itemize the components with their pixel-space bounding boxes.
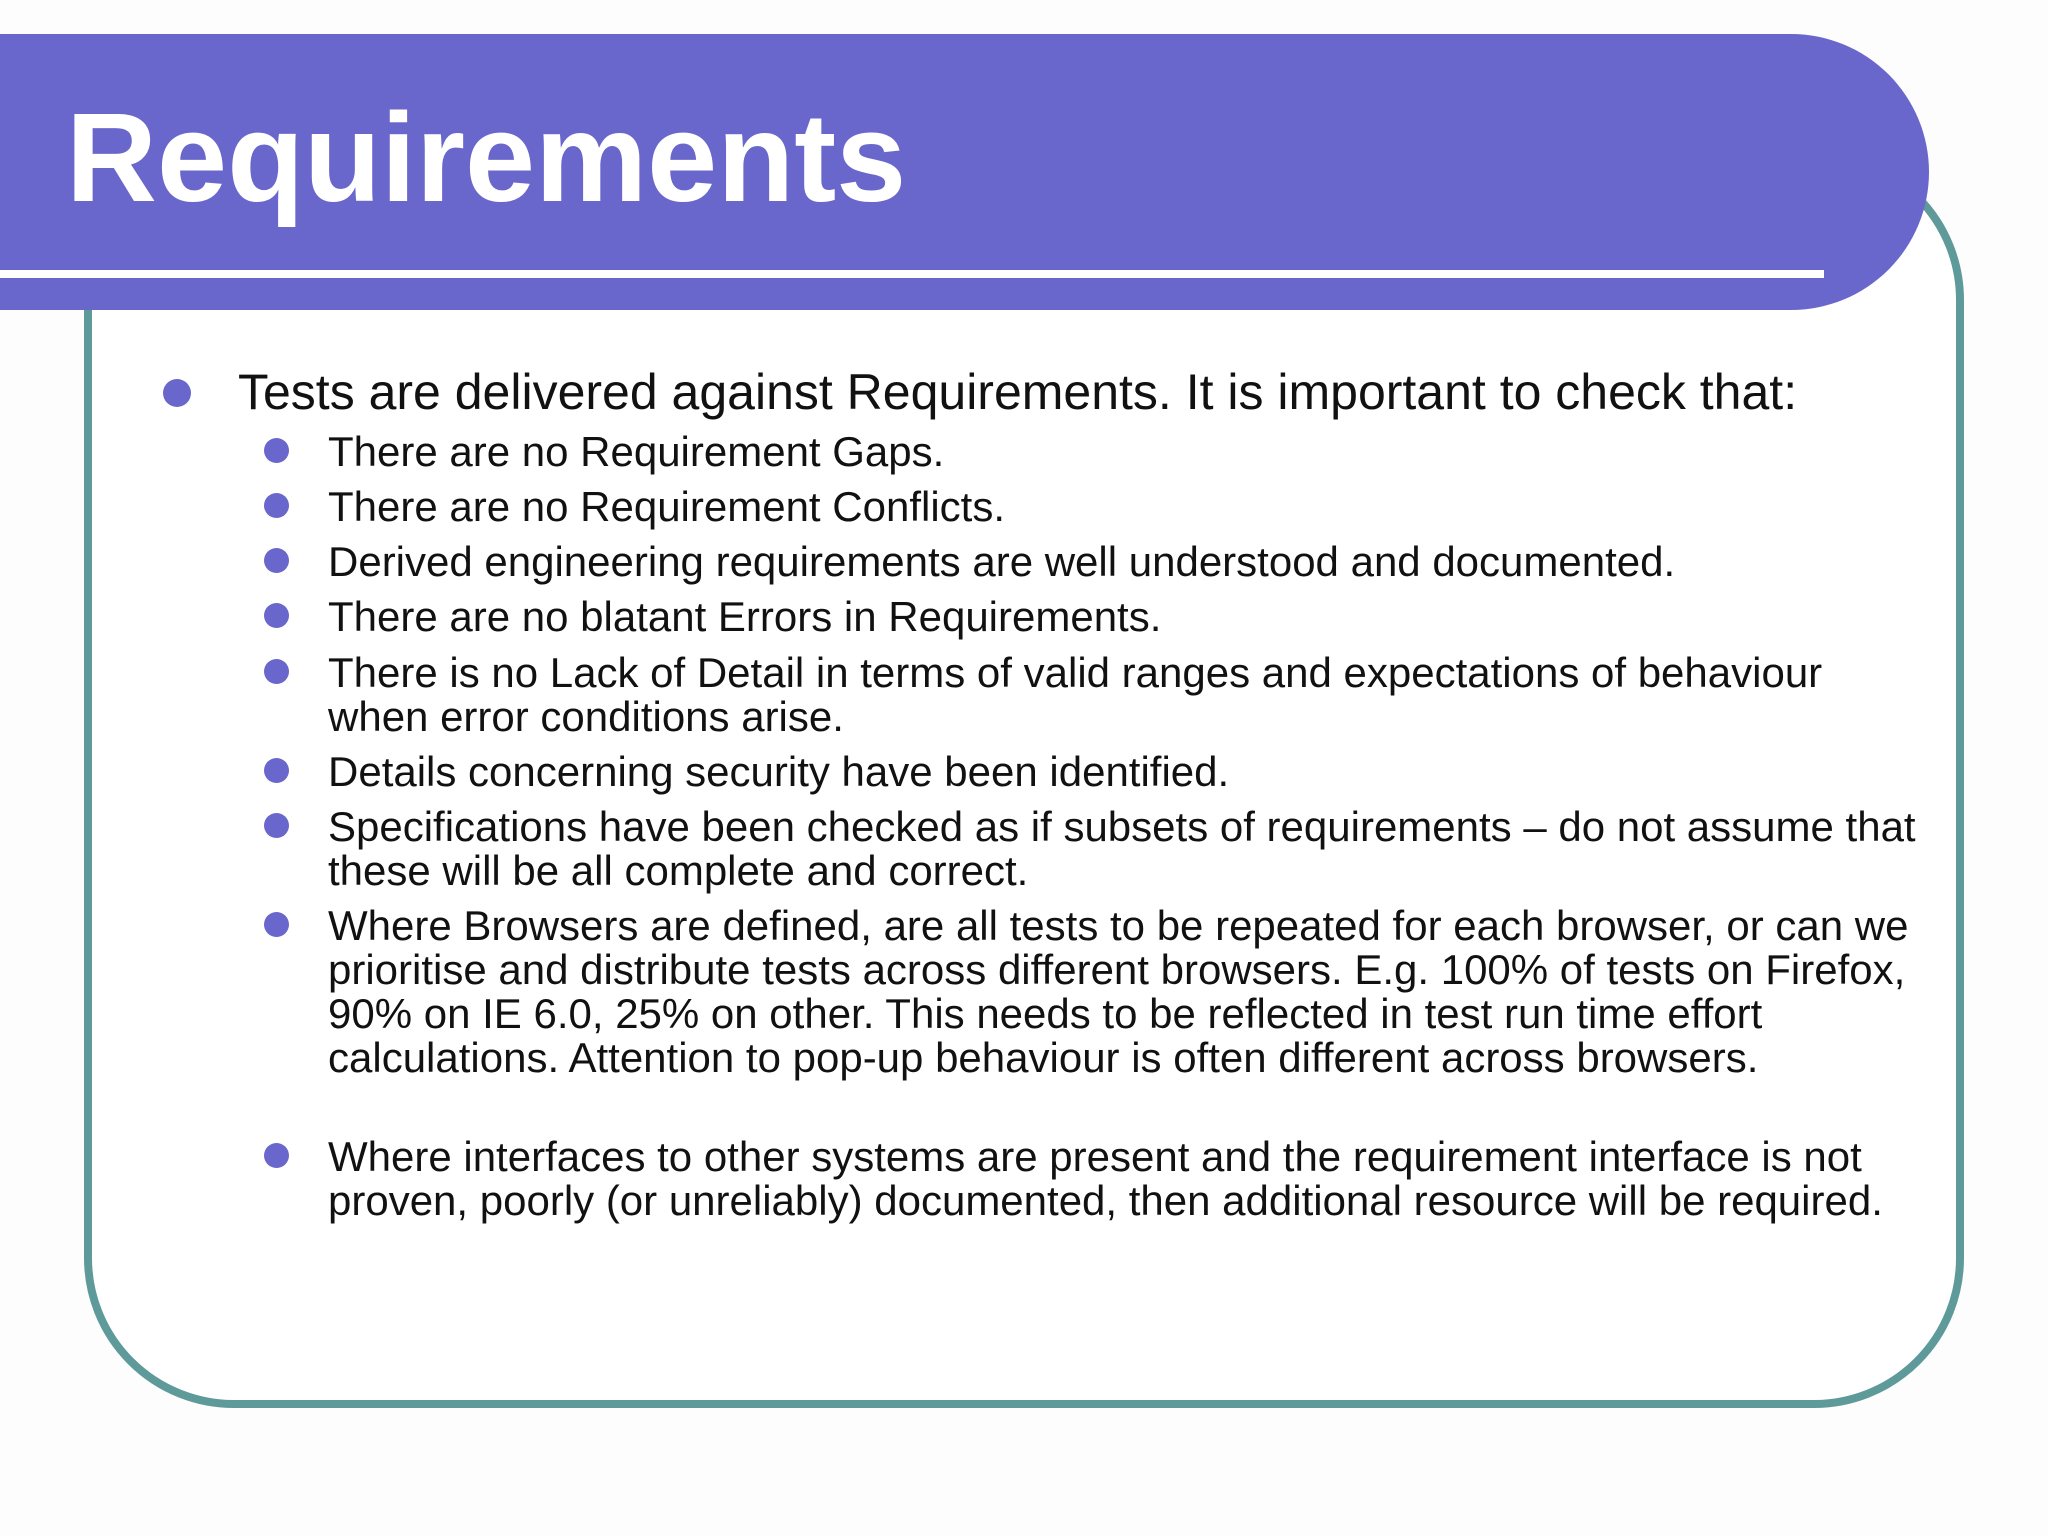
list-item-text: There is no Lack of Detail in terms of valid ranges and expectations of behaviour when error conditions arise. [328,649,1823,740]
bullet-icon [163,379,191,407]
list-item-text: Where interfaces to other systems are present and the requirement interface is not proven, poorly (or unreliably) documented, then additional resource will be required. [328,1133,1883,1224]
list-item-text: Derived engineering requirements are well understood and documented. [328,538,1676,585]
bullet-icon [264,659,289,684]
main-bullet-text: Tests are delivered against Requirements. It is important to check that: [238,364,1798,420]
bullet-icon [264,758,289,783]
list-item-text: Where Browsers are defined, are all tests to be repeated for each browser, or can we prioritise and distribute tests across different browsers. E.g. 100% of tests on Firefox, 90% on IE 6.0, 25% on other. This needs to be reflected in test run time effort calculations. Attention to pop-up behaviour is often different across browsers. [328,902,1909,1081]
bullet-icon [264,438,289,463]
list-item-text: Specifications have been checked as if subsets of requirements – do not assume that these will be all complete and correct. [328,803,1916,894]
list-item-text: Details concerning security have been identified. [328,748,1230,795]
list-item [328,805,1928,893]
bullet-icon [264,813,289,838]
slide-title: Requirements [66,87,907,228]
list-item [328,904,1928,1080]
bullet-icon [264,603,289,628]
bullet-icon [264,493,289,518]
list-item [328,430,1928,474]
list-item-text: There are no Requirement Conflicts. [328,483,1005,530]
bullet-icon [264,1143,289,1168]
list-item [328,485,1928,529]
bullet-icon [264,912,289,937]
list-item-text: There are no blatant Errors in Requirements. [328,593,1162,640]
list-item [328,1135,1928,1223]
list-item-text: There are no Requirement Gaps. [328,428,945,475]
list-item [328,750,1928,794]
bullet-icon [264,548,289,573]
list-item [328,651,1928,739]
list-item [328,540,1928,584]
list-item [328,595,1928,639]
